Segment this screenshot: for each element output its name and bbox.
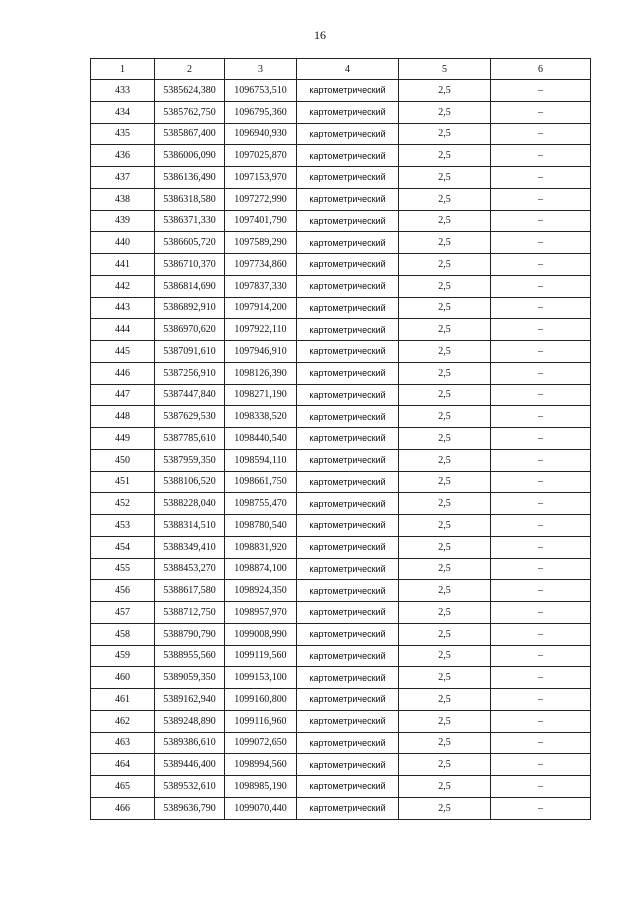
coordinate-x-cell: 5386814,690 (155, 275, 225, 297)
accuracy-cell: 2,5 (399, 776, 491, 798)
method-cell: картометрический (297, 275, 399, 297)
point-number-cell: 444 (91, 319, 155, 341)
point-number-cell: 445 (91, 341, 155, 363)
table-row (91, 254, 591, 276)
table-row (91, 80, 591, 102)
accuracy-cell: 2,5 (399, 167, 491, 189)
accuracy-cell: 2,5 (399, 602, 491, 624)
method-cell: картометрический (297, 188, 399, 210)
note-cell: – (491, 493, 591, 515)
note-cell: – (491, 449, 591, 471)
accuracy-cell: 2,5 (399, 297, 491, 319)
page-number: 16 (314, 28, 326, 42)
table-row (91, 645, 591, 667)
accuracy-cell: 2,5 (399, 667, 491, 689)
method-cell: картометрический (297, 449, 399, 471)
table-row (91, 232, 591, 254)
table-row (91, 428, 591, 450)
note-cell: – (491, 254, 591, 276)
point-number-cell: 443 (91, 297, 155, 319)
accuracy-cell: 2,5 (399, 623, 491, 645)
method-cell: картометрический (297, 80, 399, 102)
point-number-cell: 442 (91, 275, 155, 297)
coordinate-y-cell: 1097589,290 (225, 232, 297, 254)
coordinate-x-cell: 5386006,090 (155, 145, 225, 167)
coordinates-table (90, 58, 591, 820)
method-cell: картометрический (297, 319, 399, 341)
note-cell: – (491, 580, 591, 602)
coordinate-y-cell: 1099153,100 (225, 667, 297, 689)
note-cell: – (491, 210, 591, 232)
point-number-cell: 452 (91, 493, 155, 515)
note-cell: – (491, 362, 591, 384)
coordinate-y-cell: 1097837,330 (225, 275, 297, 297)
method-cell: картометрический (297, 406, 399, 428)
point-number-cell: 433 (91, 80, 155, 102)
point-number-cell: 439 (91, 210, 155, 232)
method-cell: картометрический (297, 167, 399, 189)
note-cell: – (491, 232, 591, 254)
accuracy-cell: 2,5 (399, 319, 491, 341)
accuracy-cell: 2,5 (399, 689, 491, 711)
coordinate-y-cell: 1096795,360 (225, 101, 297, 123)
coordinate-y-cell: 1097401,790 (225, 210, 297, 232)
method-cell: картометрический (297, 754, 399, 776)
coordinate-x-cell: 5387629,530 (155, 406, 225, 428)
point-number-cell: 453 (91, 515, 155, 537)
note-cell: – (491, 645, 591, 667)
coordinate-y-cell: 1099008,990 (225, 623, 297, 645)
coordinate-y-cell: 1099160,800 (225, 689, 297, 711)
note-cell: – (491, 275, 591, 297)
table-row (91, 210, 591, 232)
note-cell: – (491, 710, 591, 732)
coordinate-x-cell: 5389248,890 (155, 710, 225, 732)
accuracy-cell: 2,5 (399, 341, 491, 363)
point-number-cell: 434 (91, 101, 155, 123)
method-cell: картометрический (297, 297, 399, 319)
point-number-cell: 451 (91, 471, 155, 493)
accuracy-cell: 2,5 (399, 210, 491, 232)
table-row (91, 536, 591, 558)
column-header: 1 (91, 59, 155, 80)
table-row (91, 471, 591, 493)
note-cell: – (491, 145, 591, 167)
method-cell: картометрический (297, 101, 399, 123)
table-row (91, 123, 591, 145)
coordinate-x-cell: 5386605,720 (155, 232, 225, 254)
coordinate-y-cell: 1098985,190 (225, 776, 297, 798)
coordinate-y-cell: 1098126,390 (225, 362, 297, 384)
accuracy-cell: 2,5 (399, 797, 491, 819)
point-number-cell: 460 (91, 667, 155, 689)
table-row (91, 297, 591, 319)
coordinate-x-cell: 5385867,400 (155, 123, 225, 145)
coordinate-x-cell: 5388955,560 (155, 645, 225, 667)
coordinate-x-cell: 5386710,370 (155, 254, 225, 276)
point-number-cell: 447 (91, 384, 155, 406)
note-cell: – (491, 732, 591, 754)
point-number-cell: 448 (91, 406, 155, 428)
method-cell: картометрический (297, 428, 399, 450)
note-cell: – (491, 319, 591, 341)
accuracy-cell: 2,5 (399, 254, 491, 276)
column-header: 4 (297, 59, 399, 80)
method-cell: картометрический (297, 623, 399, 645)
table-row (91, 689, 591, 711)
coordinate-y-cell: 1098780,540 (225, 515, 297, 537)
coordinate-x-cell: 5387785,610 (155, 428, 225, 450)
method-cell: картометрический (297, 362, 399, 384)
point-number-cell: 463 (91, 732, 155, 754)
accuracy-cell: 2,5 (399, 710, 491, 732)
accuracy-cell: 2,5 (399, 101, 491, 123)
table-row (91, 797, 591, 819)
note-cell: – (491, 623, 591, 645)
accuracy-cell: 2,5 (399, 645, 491, 667)
coordinate-y-cell: 1097272,990 (225, 188, 297, 210)
note-cell: – (491, 188, 591, 210)
note-cell: – (491, 602, 591, 624)
method-cell: картометрический (297, 515, 399, 537)
table-row (91, 319, 591, 341)
note-cell: – (491, 471, 591, 493)
point-number-cell: 454 (91, 536, 155, 558)
point-number-cell: 446 (91, 362, 155, 384)
note-cell: – (491, 384, 591, 406)
point-number-cell: 465 (91, 776, 155, 798)
note-cell: – (491, 80, 591, 102)
table-row (91, 776, 591, 798)
coordinate-y-cell: 1097922,110 (225, 319, 297, 341)
coordinate-y-cell: 1098594,110 (225, 449, 297, 471)
point-number-cell: 435 (91, 123, 155, 145)
coordinate-x-cell: 5385762,750 (155, 101, 225, 123)
table-row (91, 101, 591, 123)
coordinate-y-cell: 1099116,960 (225, 710, 297, 732)
coordinate-x-cell: 5387091,610 (155, 341, 225, 363)
coordinate-x-cell: 5385624,380 (155, 80, 225, 102)
note-cell: – (491, 515, 591, 537)
coordinate-x-cell: 5388106,520 (155, 471, 225, 493)
point-number-cell: 438 (91, 188, 155, 210)
method-cell: картометрический (297, 145, 399, 167)
coordinate-x-cell: 5389386,610 (155, 732, 225, 754)
method-cell: картометрический (297, 558, 399, 580)
table-row (91, 667, 591, 689)
accuracy-cell: 2,5 (399, 515, 491, 537)
note-cell: – (491, 406, 591, 428)
column-header: 5 (399, 59, 491, 80)
coordinate-x-cell: 5387447,840 (155, 384, 225, 406)
note-cell: – (491, 754, 591, 776)
method-cell: картометрический (297, 689, 399, 711)
method-cell: картометрический (297, 232, 399, 254)
coordinate-y-cell: 1098661,750 (225, 471, 297, 493)
table-row (91, 493, 591, 515)
coordinate-y-cell: 1098755,470 (225, 493, 297, 515)
table-row (91, 754, 591, 776)
coordinate-y-cell: 1098994,560 (225, 754, 297, 776)
coordinate-y-cell: 1099072,650 (225, 732, 297, 754)
coordinate-x-cell: 5389162,940 (155, 689, 225, 711)
point-number-cell: 456 (91, 580, 155, 602)
method-cell: картометрический (297, 471, 399, 493)
table-row (91, 275, 591, 297)
coordinate-y-cell: 1096753,510 (225, 80, 297, 102)
table-row (91, 449, 591, 471)
accuracy-cell: 2,5 (399, 536, 491, 558)
accuracy-cell: 2,5 (399, 754, 491, 776)
point-number-cell: 466 (91, 797, 155, 819)
coordinate-x-cell: 5386371,330 (155, 210, 225, 232)
table-row (91, 167, 591, 189)
accuracy-cell: 2,5 (399, 145, 491, 167)
coordinate-x-cell: 5388712,750 (155, 602, 225, 624)
accuracy-cell: 2,5 (399, 123, 491, 145)
coordinate-x-cell: 5389446,400 (155, 754, 225, 776)
note-cell: – (491, 101, 591, 123)
method-cell: картометрический (297, 384, 399, 406)
accuracy-cell: 2,5 (399, 558, 491, 580)
accuracy-cell: 2,5 (399, 580, 491, 602)
point-number-cell: 458 (91, 623, 155, 645)
coordinate-y-cell: 1097946,910 (225, 341, 297, 363)
coordinate-x-cell: 5388453,270 (155, 558, 225, 580)
note-cell: – (491, 341, 591, 363)
coordinate-x-cell: 5386318,580 (155, 188, 225, 210)
accuracy-cell: 2,5 (399, 232, 491, 254)
table-header-row (91, 59, 591, 80)
note-cell: – (491, 123, 591, 145)
column-header: 6 (491, 59, 591, 80)
table-row (91, 602, 591, 624)
coordinate-x-cell: 5388314,510 (155, 515, 225, 537)
method-cell: картометрический (297, 123, 399, 145)
accuracy-cell: 2,5 (399, 493, 491, 515)
coordinate-x-cell: 5386970,620 (155, 319, 225, 341)
note-cell: – (491, 167, 591, 189)
coordinate-y-cell: 1098440,540 (225, 428, 297, 450)
point-number-cell: 449 (91, 428, 155, 450)
method-cell: картометрический (297, 732, 399, 754)
point-number-cell: 459 (91, 645, 155, 667)
point-number-cell: 450 (91, 449, 155, 471)
method-cell: картометрический (297, 536, 399, 558)
method-cell: картометрический (297, 254, 399, 276)
note-cell: – (491, 667, 591, 689)
coordinate-x-cell: 5387256,910 (155, 362, 225, 384)
accuracy-cell: 2,5 (399, 362, 491, 384)
accuracy-cell: 2,5 (399, 275, 491, 297)
point-number-cell: 462 (91, 710, 155, 732)
method-cell: картометрический (297, 710, 399, 732)
accuracy-cell: 2,5 (399, 406, 491, 428)
point-number-cell: 436 (91, 145, 155, 167)
method-cell: картометрический (297, 580, 399, 602)
point-number-cell: 455 (91, 558, 155, 580)
coordinate-x-cell: 5389532,610 (155, 776, 225, 798)
accuracy-cell: 2,5 (399, 80, 491, 102)
table-row (91, 145, 591, 167)
method-cell: картометрический (297, 602, 399, 624)
coordinate-x-cell: 5388790,790 (155, 623, 225, 645)
table-row (91, 710, 591, 732)
table-row (91, 623, 591, 645)
coordinate-y-cell: 1096940,930 (225, 123, 297, 145)
coordinate-y-cell: 1098831,920 (225, 536, 297, 558)
coordinate-y-cell: 1098338,520 (225, 406, 297, 428)
method-cell: картометрический (297, 667, 399, 689)
method-cell: картометрический (297, 645, 399, 667)
table-row (91, 384, 591, 406)
coordinate-x-cell: 5386892,910 (155, 297, 225, 319)
accuracy-cell: 2,5 (399, 732, 491, 754)
table-row (91, 362, 591, 384)
accuracy-cell: 2,5 (399, 449, 491, 471)
method-cell: картометрический (297, 210, 399, 232)
note-cell: – (491, 776, 591, 798)
table-row (91, 406, 591, 428)
note-cell: – (491, 297, 591, 319)
point-number-cell: 437 (91, 167, 155, 189)
column-header: 3 (225, 59, 297, 80)
method-cell: картометрический (297, 493, 399, 515)
method-cell: картометрический (297, 797, 399, 819)
coordinate-y-cell: 1098924,350 (225, 580, 297, 602)
coordinate-x-cell: 5388228,040 (155, 493, 225, 515)
accuracy-cell: 2,5 (399, 188, 491, 210)
coordinate-x-cell: 5389059,350 (155, 667, 225, 689)
table-body (91, 80, 591, 820)
accuracy-cell: 2,5 (399, 384, 491, 406)
note-cell: – (491, 558, 591, 580)
coordinate-x-cell: 5389636,790 (155, 797, 225, 819)
point-number-cell: 457 (91, 602, 155, 624)
note-cell: – (491, 428, 591, 450)
coordinate-y-cell: 1097734,860 (225, 254, 297, 276)
coordinate-y-cell: 1097153,970 (225, 167, 297, 189)
coordinate-y-cell: 1099070,440 (225, 797, 297, 819)
coordinate-y-cell: 1099119,560 (225, 645, 297, 667)
point-number-cell: 464 (91, 754, 155, 776)
coordinate-x-cell: 5387959,350 (155, 449, 225, 471)
table-row (91, 515, 591, 537)
table-row (91, 732, 591, 754)
table-row (91, 580, 591, 602)
note-cell: – (491, 689, 591, 711)
coordinate-y-cell: 1097025,870 (225, 145, 297, 167)
coordinate-y-cell: 1097914,200 (225, 297, 297, 319)
coordinate-x-cell: 5388617,580 (155, 580, 225, 602)
coordinate-x-cell: 5388349,410 (155, 536, 225, 558)
note-cell: – (491, 797, 591, 819)
table-row (91, 558, 591, 580)
column-header: 2 (155, 59, 225, 80)
accuracy-cell: 2,5 (399, 471, 491, 493)
point-number-cell: 461 (91, 689, 155, 711)
point-number-cell: 440 (91, 232, 155, 254)
point-number-cell: 441 (91, 254, 155, 276)
accuracy-cell: 2,5 (399, 428, 491, 450)
coordinate-y-cell: 1098271,190 (225, 384, 297, 406)
table-row (91, 188, 591, 210)
coordinate-y-cell: 1098957,970 (225, 602, 297, 624)
coordinate-x-cell: 5386136,490 (155, 167, 225, 189)
table-row (91, 341, 591, 363)
method-cell: картометрический (297, 776, 399, 798)
method-cell: картометрический (297, 341, 399, 363)
note-cell: – (491, 536, 591, 558)
coordinate-y-cell: 1098874,100 (225, 558, 297, 580)
